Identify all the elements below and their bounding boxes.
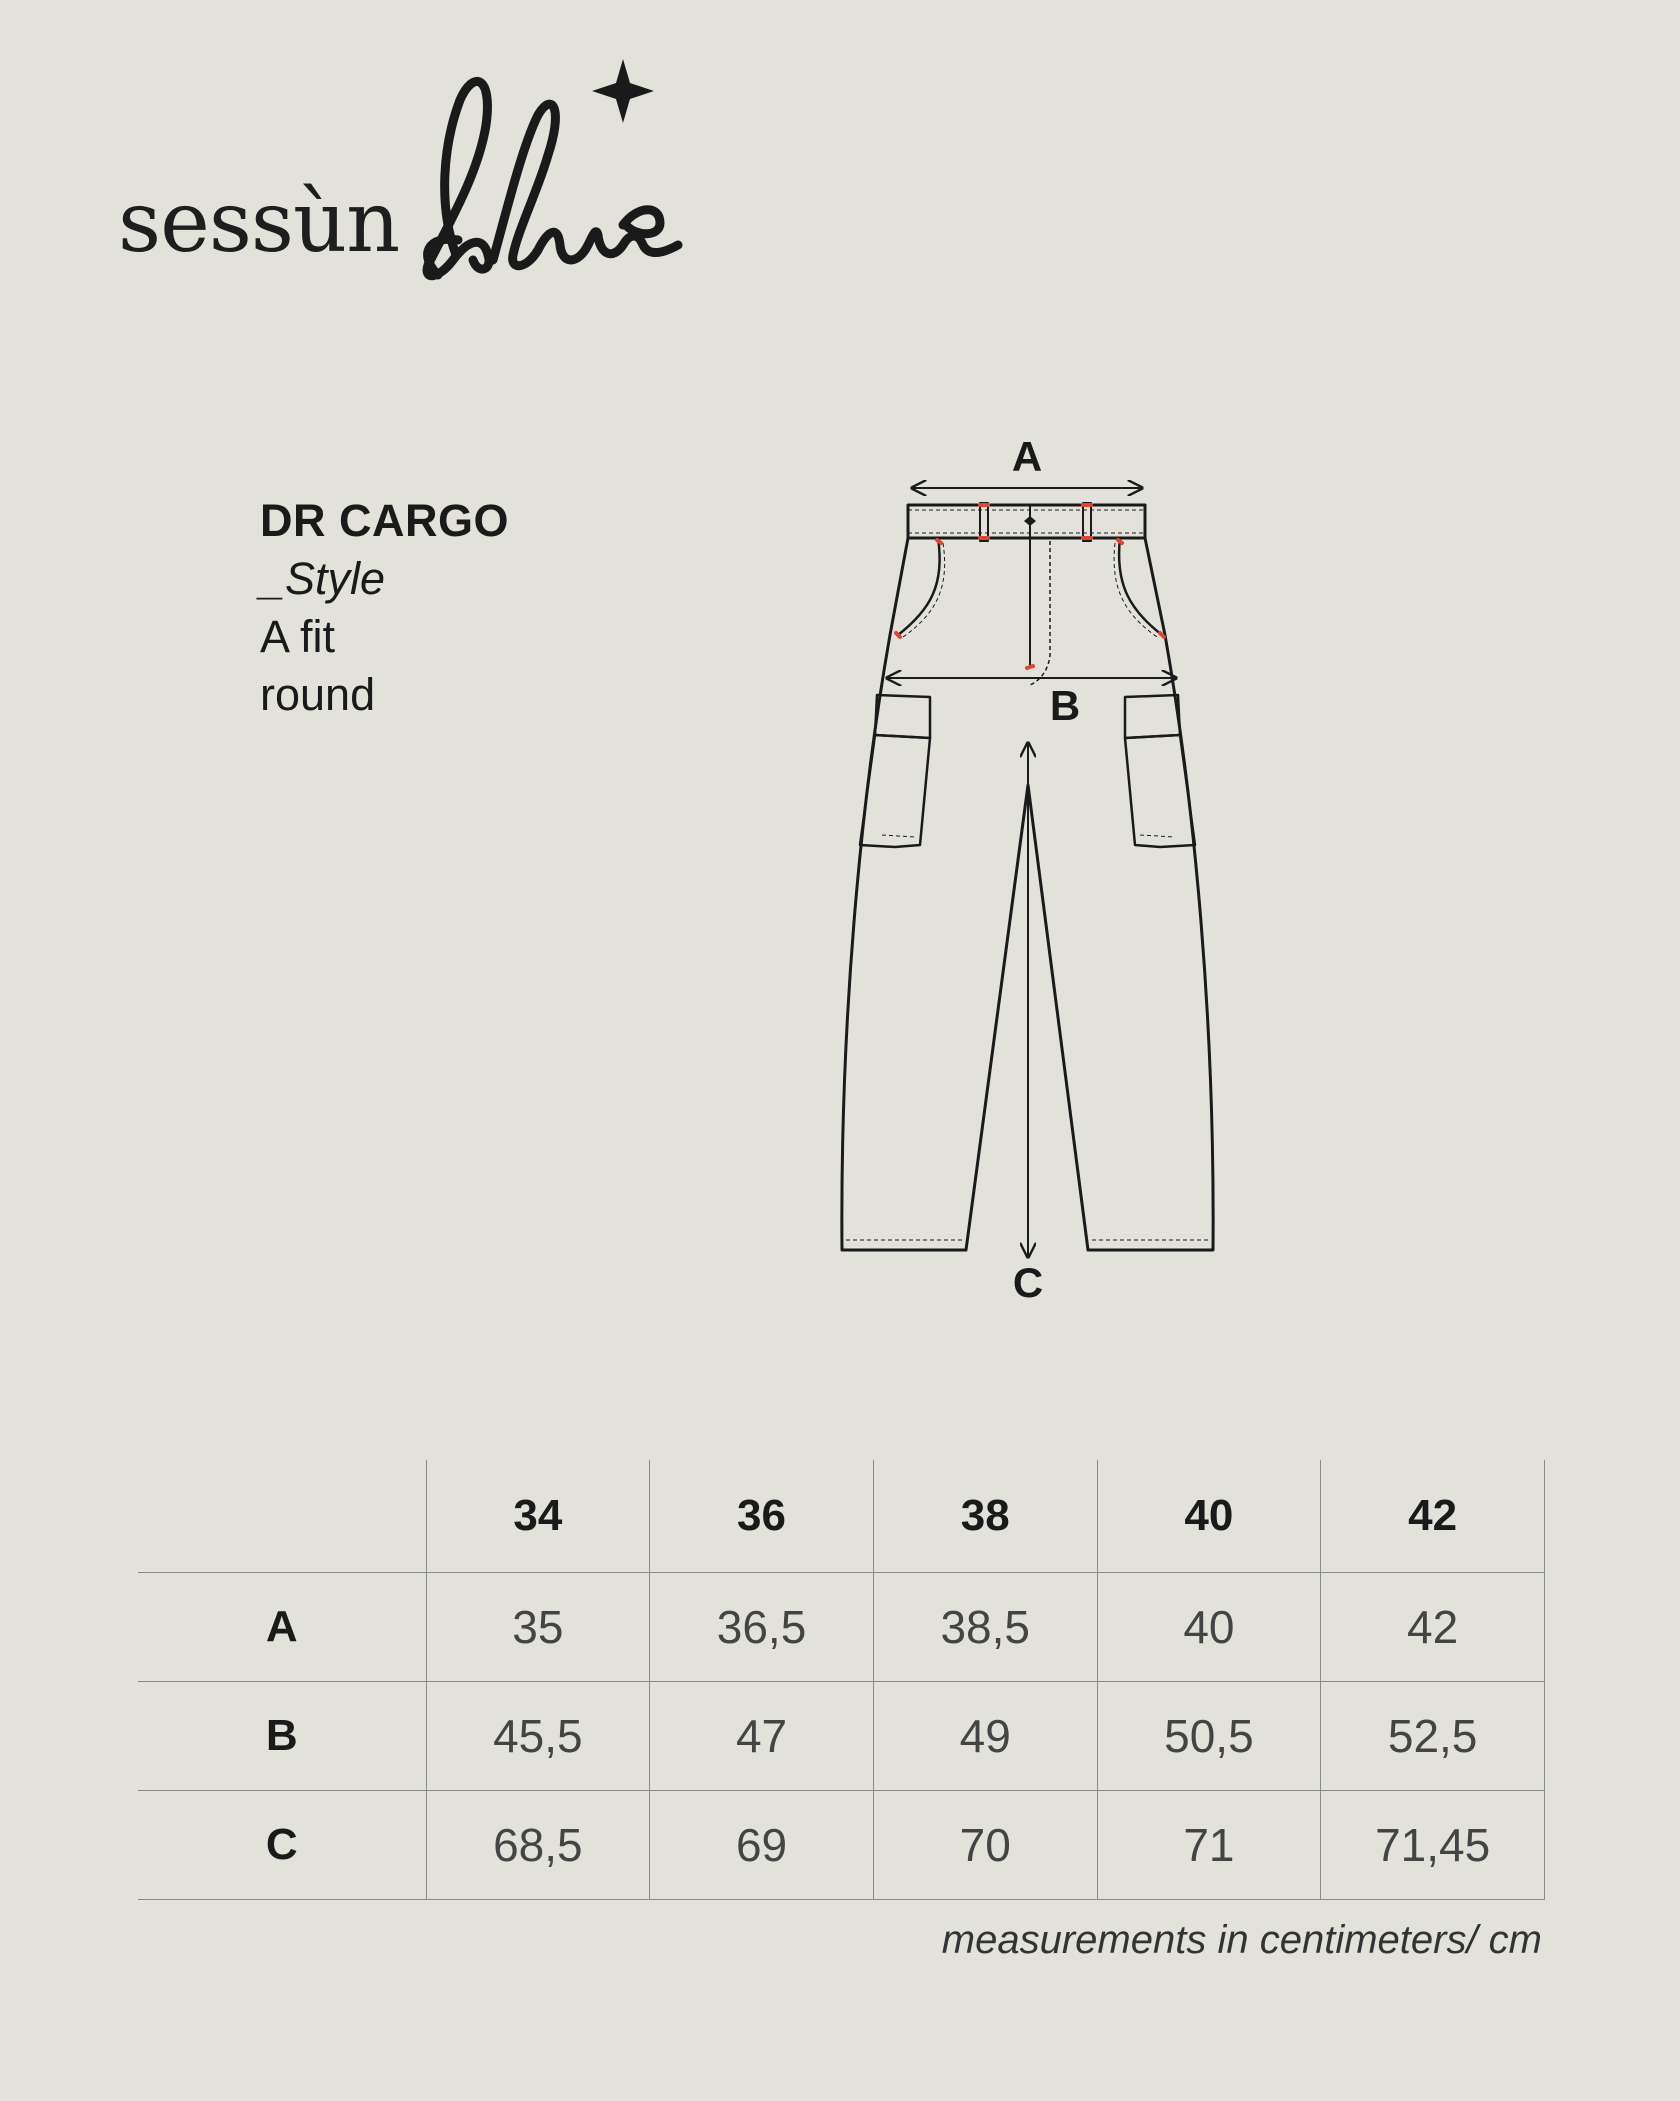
measurement-footnote: measurements in centimeters/ cm [941, 1918, 1542, 1962]
product-style-label: _Style [260, 553, 386, 604]
table-cell: 52,5 [1321, 1682, 1545, 1791]
size-header: 38 [873, 1460, 1097, 1573]
table-cell: 49 [873, 1682, 1097, 1791]
brand-logo [118, 55, 693, 295]
table-cell: 71,45 [1321, 1791, 1545, 1900]
table-row [138, 1682, 1545, 1791]
table-cell: 71 [1097, 1791, 1321, 1900]
table-cell: 36,5 [650, 1573, 874, 1682]
product-shape: round [260, 669, 376, 720]
size-header: 42 [1321, 1460, 1545, 1573]
row-label: B [138, 1682, 426, 1791]
table-row [138, 1791, 1545, 1900]
pants-technical-drawing [820, 425, 1240, 1315]
size-header: 34 [426, 1460, 650, 1573]
product-fit: A fit [260, 611, 336, 662]
table-cell: 40 [1097, 1573, 1321, 1682]
size-header-row [138, 1460, 1545, 1573]
table-cell: 68,5 [426, 1791, 650, 1900]
measure-label-b: B [1049, 682, 1081, 729]
table-row [138, 1573, 1545, 1682]
product-info [260, 492, 509, 724]
row-label: C [138, 1791, 426, 1900]
table-cell: 35 [426, 1573, 650, 1682]
table-cell: 50,5 [1097, 1682, 1321, 1791]
size-header: 40 [1097, 1460, 1321, 1573]
table-cell: 69 [650, 1791, 874, 1900]
table-cell: 38,5 [873, 1573, 1097, 1682]
table-cell: 70 [873, 1791, 1097, 1900]
table-cell: 47 [650, 1682, 874, 1791]
measure-label-c: C [1012, 1259, 1044, 1306]
measure-label-a: A [1011, 433, 1043, 480]
table-corner-cell [138, 1460, 426, 1573]
table-cell: 42 [1321, 1573, 1545, 1682]
row-label: A [138, 1573, 426, 1682]
brand-wordmark: sessùn [118, 173, 400, 271]
table-cell: 45,5 [426, 1682, 650, 1791]
product-name: DR CARGO [260, 495, 509, 546]
size-chart-table [138, 1460, 1545, 1900]
size-header: 36 [650, 1460, 874, 1573]
brand-script-logo [398, 55, 698, 295]
